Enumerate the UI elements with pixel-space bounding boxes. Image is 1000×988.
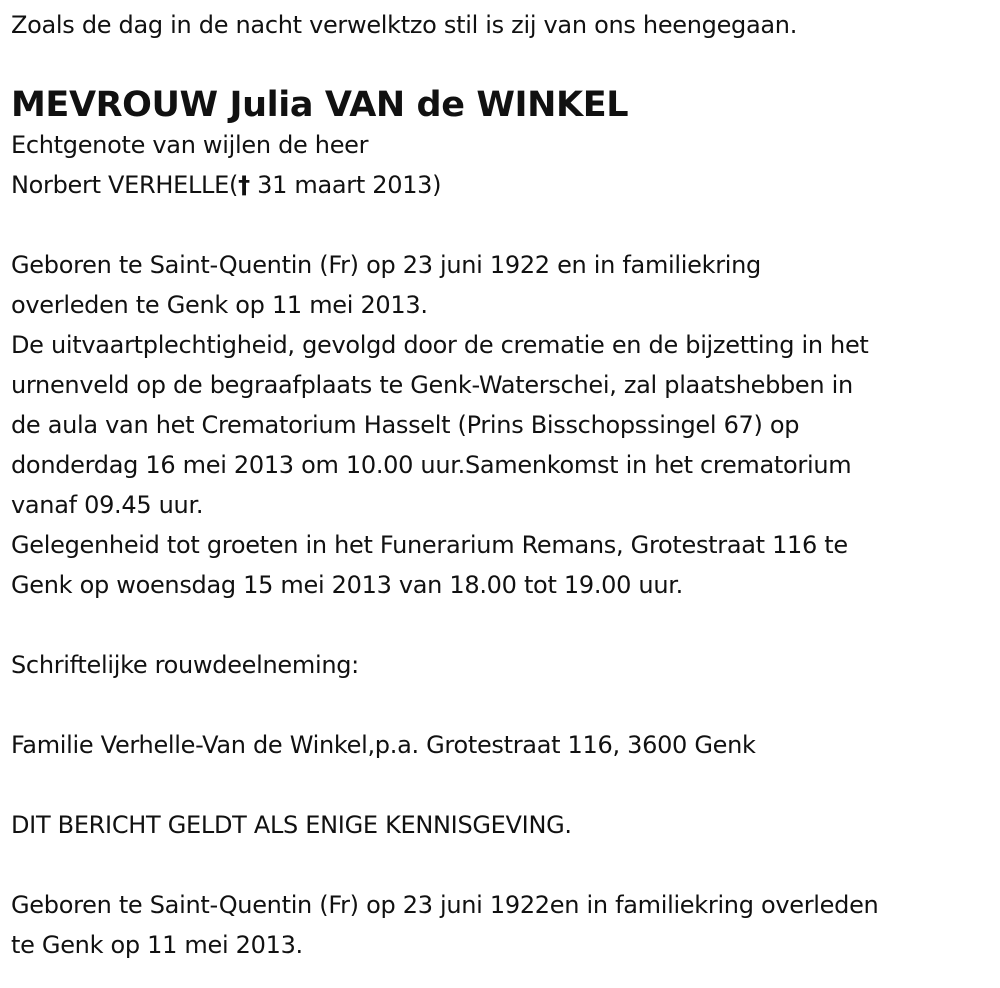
spouse-relation: Echtgenote van wijlen de heer [11,131,369,159]
spacer [11,685,996,725]
details-line: Genk op woensdag 15 mei 2013 van 18.00 tot 19.00 uur. [11,571,683,599]
details-line: vanaf 09.45 uur. [11,491,204,519]
obituary-document [11,5,996,965]
intro-verse: Zoals de dag in de nacht verwelktzo stil is zij van ons heengegaan. [11,11,798,39]
family-address: Familie Verhelle-Van de Winkel,p.a. Grotestraat 116, 3600 Genk [11,731,756,759]
details-line: Gelegenheid tot groeten in het Funerarium Remans, Grotestraat 116 te [11,531,848,559]
details-line: De uitvaartplechtigheid, gevolgd door de crematie en de bijzetting in het [11,331,869,359]
footer-line: Geboren te Saint-Quentin (Fr) op 23 juni 1922en in familiekring overleden [11,891,879,919]
details-line: urnenveld op de begraafplaats te Genk-Waterschei, zal plaatshebben in [11,371,853,399]
spacer [11,605,996,645]
spacer [11,845,996,885]
footer-line: te Genk op 11 mei 2013. [11,931,303,959]
details-line: overleden te Genk op 11 mei 2013. [11,291,428,319]
spacer [11,205,996,245]
spacer [11,765,996,805]
spouse-death-date: 31 maart 2013) [249,171,442,199]
spouse-name: Norbert VERHELLE( [11,171,239,199]
condolence-heading: Schriftelijke rouwdeelneming: [11,651,359,679]
deceased-name: MEVROUW Julia VAN de WINKEL [11,85,629,125]
details-line: donderdag 16 mei 2013 om 10.00 uur.Samenkomst in het crematorium [11,451,852,479]
details-line: Geboren te Saint-Quentin (Fr) op 23 juni 1922 en in familiekring [11,251,761,279]
spouse-line [11,165,996,205]
details-line: de aula van het Crematorium Hasselt (Prins Bisschopssingel 67) op [11,411,800,439]
cross-icon: † [238,171,250,199]
notice-text: DIT BERICHT GELDT ALS ENIGE KENNISGEVING. [11,811,572,839]
